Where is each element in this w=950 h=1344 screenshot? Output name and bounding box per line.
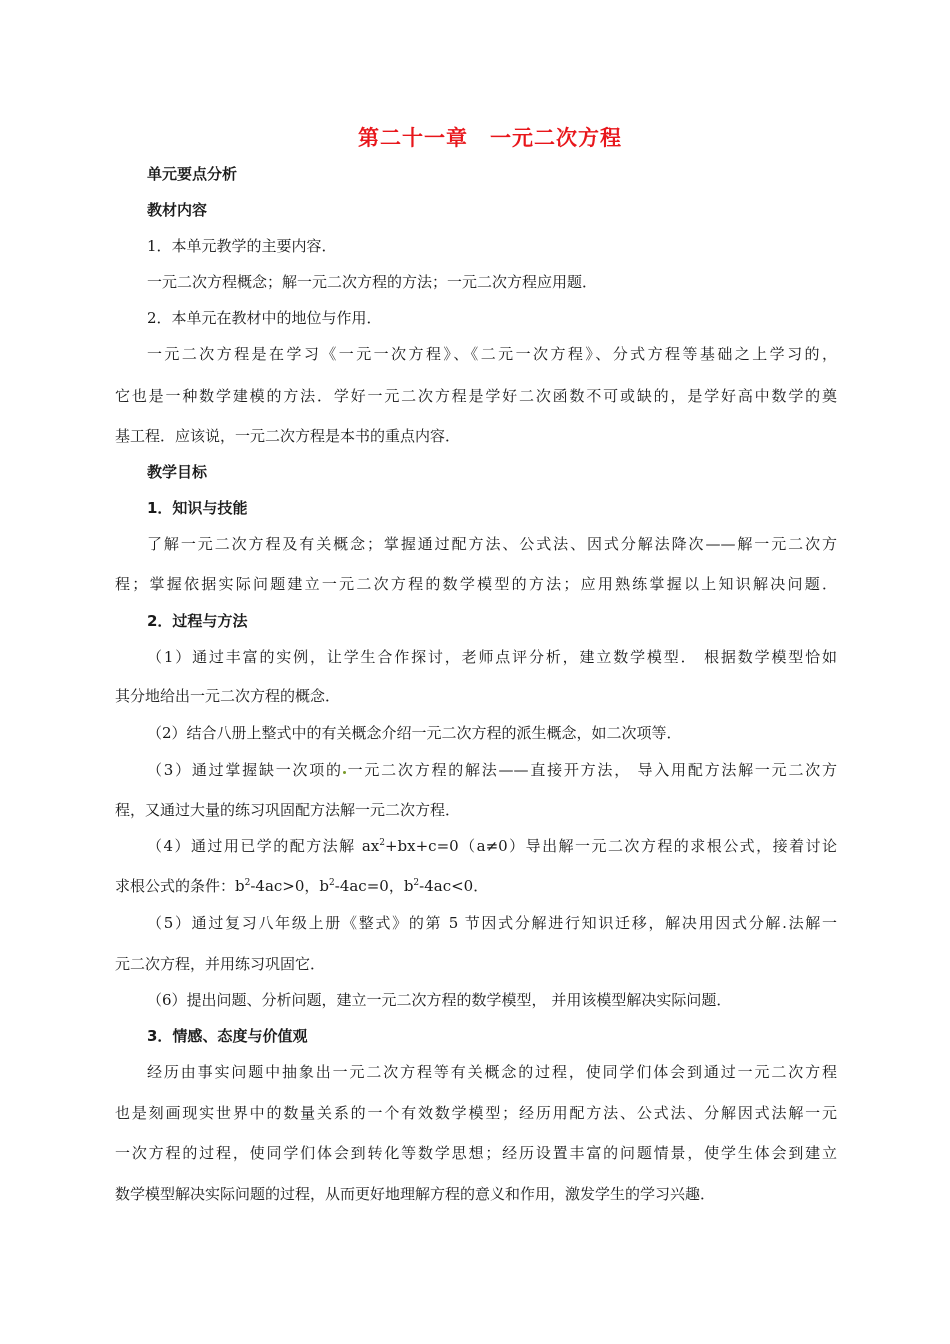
content-item-2-text-line2: 它也是一种数学建模的方法．学好一元二次方程是学好二次函数不可或缺的，是学好高中数学的奠 <box>115 387 837 405</box>
content-item-2-text-line1: 一元二次方程是在学习《一元一次方程》、《二元一次方程》、分式方程等基础之上学习的， <box>147 345 837 363</box>
process-item4-line2 <box>115 876 837 896</box>
process-item2-line1: （2）结合八册上整式中的有关概念介绍一元二次方程的派生概念，如二次项等． <box>147 724 682 742</box>
knowledge-line1: 了解一元二次方程及有关概念；掌握通过配方法、公式法、因式分解法降次——解一元二次方 <box>147 535 837 553</box>
heading-goals: 教学目标 <box>147 463 208 481</box>
emotion-line1: 经历由事实问题中抽象出一元二次方程等有关概念的过程，使同学们体会到通过一元二次方程 <box>147 1063 837 1081</box>
process-item5-line2: 元二次方程，并用练习巩固它． <box>115 955 326 973</box>
content-item-2-text-line3: 基工程．应该说，一元二次方程是本书的重点内容． <box>115 427 461 445</box>
knowledge-line2: 程；掌握依据实际问题建立一元二次方程的数学模型的方法；应用熟练掌握以上知识解决问题． <box>115 575 837 593</box>
process-item4-cond-a: 求根公式的条件：b <box>115 877 245 895</box>
superscript-2: 2 <box>413 878 420 888</box>
process-item4-text-a: （4）通过用已学的配方法解 ax <box>147 837 380 855</box>
superscript-2: 2 <box>379 838 385 848</box>
heading-content: 教材内容 <box>147 201 208 219</box>
content-item-2: 2．本单元在教材中的地位与作用． <box>147 309 382 327</box>
superscript-2: 2 <box>329 878 335 888</box>
process-item4-cond-c: -4ac=0，b <box>334 877 414 895</box>
process-item4-cond-b: -4ac>0，b <box>250 877 330 895</box>
process-item3-line1 <box>147 760 837 780</box>
process-item4-cond-d: -4ac<0． <box>419 877 489 895</box>
superscript-2: 2 <box>244 878 251 888</box>
process-item1-line1: （1）通过丰富的实例，让学生合作探讨，老师点评分析，建立数学模型． 根据数学模型恰如 <box>147 648 837 666</box>
process-item6-line1: （6）提出问题、分析问题，建立一元二次方程的数学模型， 并用该模型解决实际问题． <box>147 991 732 1009</box>
process-item3-text-b: 一元二次方程的解法——直接开方法， 导入用配方法解一元二次方 <box>345 761 838 779</box>
emotion-line3: 一次方程的过程，使同学们体会到转化等数学思想；经历设置丰富的问题情景，使学生体会到建立 <box>115 1144 837 1162</box>
heading-unit-analysis: 单元要点分析 <box>147 165 238 183</box>
emotion-line4: 数学模型解决实际问题的过程，从而更好地理解方程的意义和作用，激发学生的学习兴趣． <box>115 1185 716 1203</box>
chapter-title: 第二十一章 一元二次方程 <box>358 126 622 150</box>
heading-process: 2．过程与方法 <box>147 612 248 630</box>
process-item4-line1 <box>147 836 837 856</box>
content-item-1: 1．本单元教学的主要内容． <box>147 237 337 255</box>
process-item3-line2: 程，又通过大量的练习巩固配方法解一元二次方程． <box>115 801 461 819</box>
content-item-1-text: 一元二次方程概念；解一元二次方程的方法；一元二次方程应用题． <box>147 273 598 291</box>
emotion-line2: 也是刻画现实世界中的数量关系的一个有效数学模型；经历用配方法、公式法、分解因式法解一元 <box>115 1104 837 1122</box>
process-item3-text-a: （3）通过掌握缺一次项的 <box>147 761 343 779</box>
heading-emotion: 3．情感、态度与价值观 <box>147 1027 308 1045</box>
process-item4-text-b: +bx+c=0（a≠0）导出解一元二次方程的求根公式，接着讨论 <box>384 837 837 855</box>
heading-knowledge: 1．知识与技能 <box>147 499 248 517</box>
process-item1-line2: 其分地给出一元二次方程的概念． <box>115 687 341 705</box>
process-item5-line1: （5）通过复习八年级上册《整式》的第 5 节因式分解进行知识迁移，解决用因式分解.法解一 <box>147 914 837 932</box>
